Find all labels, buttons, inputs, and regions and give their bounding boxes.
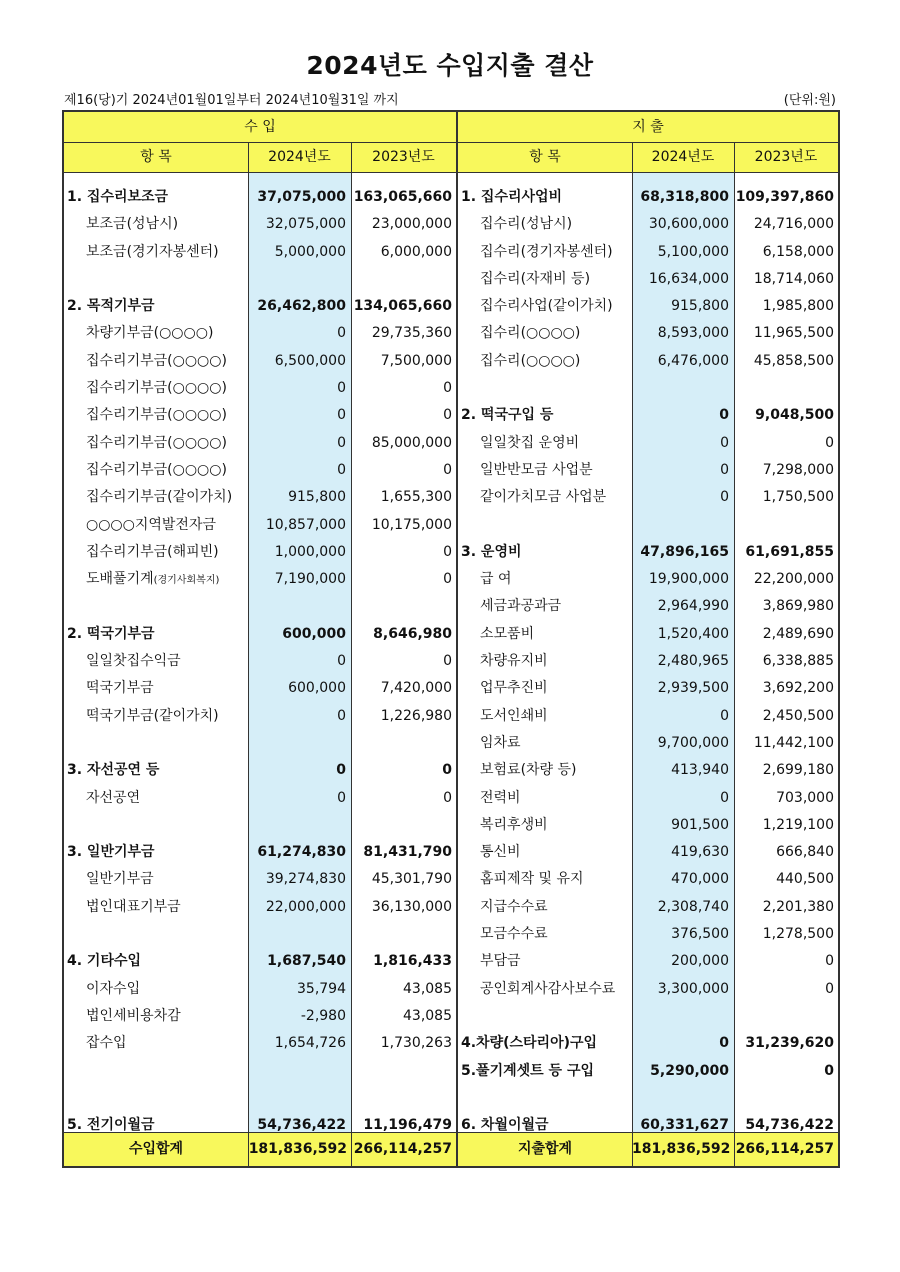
value-2023: 2,489,690 xyxy=(762,625,834,642)
expense-total-2023: 266,114,257 xyxy=(735,1141,834,1157)
value-2024: 37,075,000 xyxy=(257,189,346,205)
value-2023: 703,000 xyxy=(776,789,834,806)
value-2024: 35,794 xyxy=(297,980,346,997)
value-2024: -2,980 xyxy=(300,1007,346,1024)
value-2023: 2,450,500 xyxy=(762,707,834,724)
value-2023: 11,965,500 xyxy=(753,325,834,342)
expense-col-item: 항 목 xyxy=(529,149,561,165)
table-row xyxy=(458,948,838,975)
value-2023: 36,130,000 xyxy=(371,898,452,915)
value-2024: 32,075,000 xyxy=(265,216,346,233)
row-label: 도배풀기계(경기사회복지) xyxy=(86,571,220,588)
value-2024: 2,939,500 xyxy=(657,680,729,697)
row-label: 집수리(○○○○) xyxy=(480,352,581,369)
table-row xyxy=(64,785,456,812)
value-2023: 81,431,790 xyxy=(363,844,452,861)
value-2023: 0 xyxy=(825,953,834,970)
value-2024: 413,940 xyxy=(671,762,729,779)
value-2023: 18,714,060 xyxy=(753,270,834,287)
value-2024: 54,736,422 xyxy=(257,1117,346,1134)
row-label: 2. 떡국구입 등 xyxy=(461,407,554,424)
value-2024: 5,000,000 xyxy=(274,243,346,260)
expense-section-title: 지 출 xyxy=(632,119,664,135)
value-2023: 31,239,620 xyxy=(745,1035,834,1052)
row-label: 홈피제작 및 유지 xyxy=(480,871,584,888)
row-label: 차량유지비 xyxy=(480,653,548,670)
row-label: 집수리기부금(○○○○) xyxy=(86,461,227,478)
table-row xyxy=(64,894,456,921)
value-2023: 134,065,660 xyxy=(353,298,452,315)
row-label: 4.차량(스타리아)구입 xyxy=(461,1035,598,1052)
value-2024: 0 xyxy=(336,762,346,779)
table-row xyxy=(458,293,838,320)
value-2024: 0 xyxy=(337,380,346,397)
value-2024: 0 xyxy=(337,461,346,478)
value-2024: 1,654,726 xyxy=(274,1035,346,1052)
value-2023: 0 xyxy=(443,789,452,806)
table-row xyxy=(458,430,838,457)
table-row xyxy=(64,566,456,593)
value-2023: 45,858,500 xyxy=(753,352,834,369)
table-row xyxy=(64,675,456,702)
table-row xyxy=(458,703,838,730)
row-label: 세금과공과금 xyxy=(480,598,562,615)
value-2023: 3,869,980 xyxy=(762,598,834,615)
row-label: 차량기부금(○○○○) xyxy=(86,325,214,342)
value-2023: 0 xyxy=(443,461,452,478)
value-2024: 0 xyxy=(720,461,729,478)
row-label: 모금수수료 xyxy=(480,926,548,943)
table-row xyxy=(458,621,838,648)
row-label: 이자수입 xyxy=(86,980,141,997)
value-2023: 1,730,263 xyxy=(380,1035,452,1052)
value-2024: 419,630 xyxy=(671,844,729,861)
value-2023: 7,420,000 xyxy=(380,680,452,697)
value-2024: 600,000 xyxy=(288,680,346,697)
table-row xyxy=(458,239,838,266)
expense-col-2023: 2023년도 xyxy=(754,149,818,165)
row-label: 떡국기부금 xyxy=(86,680,154,697)
row-label: 보험료(차량 등) xyxy=(480,762,577,779)
value-2024: 10,857,000 xyxy=(265,516,346,533)
value-2024: 61,274,830 xyxy=(257,844,346,861)
table-row xyxy=(458,785,838,812)
value-2024: 0 xyxy=(337,434,346,451)
table-row xyxy=(64,457,456,484)
table-row xyxy=(64,375,456,402)
value-2023: 22,200,000 xyxy=(753,571,834,588)
value-2023: 1,219,100 xyxy=(762,816,834,833)
value-2024: 915,800 xyxy=(288,489,346,506)
value-2023: 85,000,000 xyxy=(371,434,452,451)
income-col-2023: 2023년도 xyxy=(372,149,435,165)
value-2024: 5,100,000 xyxy=(657,243,729,260)
table-row xyxy=(64,1058,456,1085)
value-2024: 2,964,990 xyxy=(657,598,729,615)
table-row xyxy=(458,1030,838,1057)
row-label: 복리후생비 xyxy=(480,816,548,833)
value-2024: 16,634,000 xyxy=(648,270,729,287)
table-row xyxy=(64,648,456,675)
table-row xyxy=(458,839,838,866)
value-2023: 43,085 xyxy=(403,1007,452,1024)
table-row xyxy=(64,976,456,1003)
row-label: 보조금(경기자봉센터) xyxy=(86,243,219,260)
row-label: 집수리기부금(○○○○) xyxy=(86,352,227,369)
value-2023: 23,000,000 xyxy=(371,216,452,233)
table-row xyxy=(64,239,456,266)
value-2023: 109,397,860 xyxy=(735,189,834,205)
value-2023: 0 xyxy=(443,653,452,670)
table-row xyxy=(458,648,838,675)
value-2024: 1,000,000 xyxy=(274,543,346,560)
value-2023: 9,048,500 xyxy=(755,407,834,424)
table-row xyxy=(64,703,456,730)
table-row xyxy=(64,1030,456,1057)
row-label: 임차료 xyxy=(480,734,521,751)
value-2023: 2,201,380 xyxy=(762,898,834,915)
row-label: 부담금 xyxy=(480,953,521,970)
table-row xyxy=(458,976,838,1003)
value-2023: 0 xyxy=(443,380,452,397)
value-2023: 24,716,000 xyxy=(753,216,834,233)
income-table xyxy=(62,110,458,1168)
table-row xyxy=(64,839,456,866)
value-2024: 8,593,000 xyxy=(657,325,729,342)
value-2024: 30,600,000 xyxy=(648,216,729,233)
value-2023: 1,278,500 xyxy=(762,926,834,943)
value-2024: 0 xyxy=(337,653,346,670)
value-2024: 0 xyxy=(719,1035,729,1052)
value-2024: 0 xyxy=(337,707,346,724)
table-row xyxy=(64,812,456,839)
table-row xyxy=(458,512,838,539)
value-2024: 600,000 xyxy=(282,625,346,642)
row-label: 집수리(경기자봉센터) xyxy=(480,243,613,260)
row-label: 2. 떡국기부금 xyxy=(67,625,155,642)
value-2023: 61,691,855 xyxy=(745,543,834,560)
expense-total-2024: 181,836,592 xyxy=(632,1141,731,1157)
value-2024: 200,000 xyxy=(671,953,729,970)
table-row xyxy=(64,211,456,238)
value-2024: 60,331,627 xyxy=(640,1117,729,1134)
value-2024: 6,500,000 xyxy=(274,352,346,369)
value-2023: 45,301,790 xyxy=(371,871,452,888)
table-row xyxy=(458,894,838,921)
row-label: 3. 운영비 xyxy=(461,543,522,560)
row-label: 집수리(성남시) xyxy=(480,216,573,233)
fiscal-period: 제16(당)기 2024년01월01일부터 2024년10월31일 까지 xyxy=(64,93,399,108)
table-row xyxy=(458,566,838,593)
value-2023: 1,226,980 xyxy=(380,707,452,724)
row-label: 급 여 xyxy=(480,571,512,588)
value-2023: 1,750,500 xyxy=(762,489,834,506)
row-label: 떡국기부금(같이가치) xyxy=(86,707,219,724)
value-2024: 0 xyxy=(720,434,729,451)
value-2023: 0 xyxy=(443,407,452,424)
row-label: 지급수수료 xyxy=(480,898,548,915)
row-label: 법인세비용차감 xyxy=(86,1007,181,1024)
value-2024: 5,290,000 xyxy=(650,1062,729,1079)
row-label: 공인회계사감사보수료 xyxy=(480,980,616,997)
row-label: 도서인쇄비 xyxy=(480,707,548,724)
income-col-item: 항 목 xyxy=(140,149,172,165)
expense-col-2024: 2024년도 xyxy=(651,149,715,165)
table-row xyxy=(64,430,456,457)
table-row xyxy=(64,730,456,757)
value-2023: 7,298,000 xyxy=(762,461,834,478)
value-2023: 0 xyxy=(442,762,452,779)
value-2023: 6,338,885 xyxy=(762,653,834,670)
row-label: 소모품비 xyxy=(480,625,535,642)
value-2023: 10,175,000 xyxy=(371,516,452,533)
row-label-note: (경기사회복지) xyxy=(153,575,220,587)
value-2024: 39,274,830 xyxy=(265,871,346,888)
table-row xyxy=(64,866,456,893)
value-2023: 11,196,479 xyxy=(363,1117,452,1134)
table-row xyxy=(64,348,456,375)
table-row xyxy=(458,1085,838,1112)
value-2023: 7,500,000 xyxy=(380,352,452,369)
value-2024: 0 xyxy=(337,789,346,806)
row-label: 3. 자선공연 등 xyxy=(67,762,160,779)
value-2024: 0 xyxy=(719,407,729,424)
value-2023: 1,985,800 xyxy=(762,298,834,315)
row-label: 1. 집수리보조금 xyxy=(67,189,169,205)
value-2024: 376,500 xyxy=(671,926,729,943)
table-row xyxy=(458,184,838,211)
expense-rows xyxy=(458,184,838,1139)
row-label: 집수리사업(같이가치) xyxy=(480,298,613,315)
value-2024: 7,190,000 xyxy=(274,571,346,588)
row-label: 집수리기부금(○○○○) xyxy=(86,434,227,451)
row-label: 같이가치모금 사업분 xyxy=(480,489,607,506)
row-label: 일반반모금 사업분 xyxy=(480,461,593,478)
table-row xyxy=(458,866,838,893)
value-2023: 0 xyxy=(825,980,834,997)
table-row xyxy=(458,457,838,484)
value-2023: 29,735,360 xyxy=(371,325,452,342)
table-row xyxy=(458,730,838,757)
value-2024: 2,480,965 xyxy=(657,653,729,670)
value-2023: 163,065,660 xyxy=(353,189,452,205)
value-2023: 2,699,180 xyxy=(762,762,834,779)
row-label: 법인대표기부금 xyxy=(86,898,181,915)
row-label: 2. 목적기부금 xyxy=(67,298,155,315)
row-label: 5.풀기계셋트 등 구입 xyxy=(461,1062,594,1079)
table-row xyxy=(64,621,456,648)
value-2023: 0 xyxy=(443,543,452,560)
row-label: 3. 일반기부금 xyxy=(67,844,155,861)
table-row xyxy=(458,757,838,784)
table-row xyxy=(64,1003,456,1030)
table-row xyxy=(64,320,456,347)
row-label: 일일찻집수익금 xyxy=(86,653,181,670)
page-title: 2024년도 수입지출 결산 xyxy=(306,51,594,80)
row-label: 자선공연 xyxy=(86,789,141,806)
expense-table xyxy=(456,110,840,1168)
table-row xyxy=(458,1003,838,1030)
value-2024: 1,520,400 xyxy=(657,625,729,642)
table-row xyxy=(458,675,838,702)
table-row xyxy=(458,812,838,839)
table-row xyxy=(458,1058,838,1085)
table-row xyxy=(458,348,838,375)
row-label: 통신비 xyxy=(480,844,521,861)
value-2024: 0 xyxy=(337,325,346,342)
value-2024: 2,308,740 xyxy=(657,898,729,915)
value-2024: 22,000,000 xyxy=(265,898,346,915)
value-2024: 3,300,000 xyxy=(657,980,729,997)
row-label: 6. 차월이월금 xyxy=(461,1117,549,1134)
table-row xyxy=(64,184,456,211)
table-row xyxy=(458,593,838,620)
row-label: 잡수입 xyxy=(86,1035,127,1052)
value-2023: 1,655,300 xyxy=(380,489,452,506)
value-2024: 0 xyxy=(720,707,729,724)
value-2024: 0 xyxy=(720,789,729,806)
value-2024: 68,318,800 xyxy=(640,189,729,205)
row-label: 5. 전기이월금 xyxy=(67,1117,155,1134)
value-2023: 43,085 xyxy=(403,980,452,997)
income-total-2023: 266,114,257 xyxy=(353,1141,452,1157)
value-2023: 0 xyxy=(443,571,452,588)
row-label: 업무추진비 xyxy=(480,680,548,697)
income-rows xyxy=(64,184,456,1139)
table-row xyxy=(458,484,838,511)
row-label: 전력비 xyxy=(480,789,521,806)
table-row xyxy=(458,266,838,293)
row-label: 집수리기부금(○○○○) xyxy=(86,407,227,424)
row-label: 집수리기부금(○○○○) xyxy=(86,380,227,397)
value-2024: 1,687,540 xyxy=(267,953,346,970)
table-row xyxy=(64,402,456,429)
table-row xyxy=(64,757,456,784)
value-2023: 3,692,200 xyxy=(762,680,834,697)
value-2023: 0 xyxy=(825,434,834,451)
table-row xyxy=(458,402,838,429)
table-row xyxy=(64,539,456,566)
table-row xyxy=(64,1085,456,1112)
value-2023: 1,816,433 xyxy=(373,953,452,970)
table-row xyxy=(64,266,456,293)
value-2023: 6,000,000 xyxy=(380,243,452,260)
value-2023: 11,442,100 xyxy=(753,734,834,751)
table-row xyxy=(64,512,456,539)
value-2024: 19,900,000 xyxy=(648,571,729,588)
income-total-2024: 181,836,592 xyxy=(248,1141,347,1157)
row-label: 보조금(성남시) xyxy=(86,216,179,233)
table-row xyxy=(458,539,838,566)
row-label: 집수리기부금(같이가치) xyxy=(86,489,233,506)
value-2024: 0 xyxy=(720,489,729,506)
value-2023: 6,158,000 xyxy=(762,243,834,260)
row-label: 집수리(자재비 등) xyxy=(480,270,591,287)
row-label: 일반기부금 xyxy=(86,871,154,888)
row-label: 1. 집수리사업비 xyxy=(461,189,563,205)
row-label: ○○○○지역발전자금 xyxy=(86,516,217,533)
table-row xyxy=(64,293,456,320)
table-row xyxy=(458,320,838,347)
income-col-2024: 2024년도 xyxy=(268,149,331,165)
table-row xyxy=(64,593,456,620)
value-2023: 8,646,980 xyxy=(373,625,452,642)
income-total-label: 수입합계 xyxy=(128,1141,184,1157)
table-row xyxy=(64,948,456,975)
value-2023: 54,736,422 xyxy=(745,1117,834,1134)
value-2024: 9,700,000 xyxy=(657,734,729,751)
value-2024: 0 xyxy=(337,407,346,424)
table-row xyxy=(64,921,456,948)
value-2023: 440,500 xyxy=(776,871,834,888)
row-label: 4. 기타수입 xyxy=(67,953,142,970)
table-row xyxy=(64,484,456,511)
value-2024: 6,476,000 xyxy=(657,352,729,369)
value-2023: 666,840 xyxy=(776,844,834,861)
table-row xyxy=(458,921,838,948)
value-2023: 0 xyxy=(824,1062,834,1079)
value-2024: 47,896,165 xyxy=(640,543,729,560)
value-2024: 470,000 xyxy=(671,871,729,888)
value-2024: 901,500 xyxy=(671,816,729,833)
value-2024: 915,800 xyxy=(671,298,729,315)
unit-label: (단위:원) xyxy=(783,93,836,108)
table-row xyxy=(458,211,838,238)
income-section-title: 수 입 xyxy=(244,119,276,135)
value-2024: 26,462,800 xyxy=(257,298,346,315)
row-label: 집수리기부금(해피빈) xyxy=(86,543,219,560)
row-label: 일일찻집 운영비 xyxy=(480,434,580,451)
expense-total-label: 지출합계 xyxy=(517,1141,573,1157)
table-row xyxy=(458,375,838,402)
row-label: 집수리(○○○○) xyxy=(480,325,581,342)
